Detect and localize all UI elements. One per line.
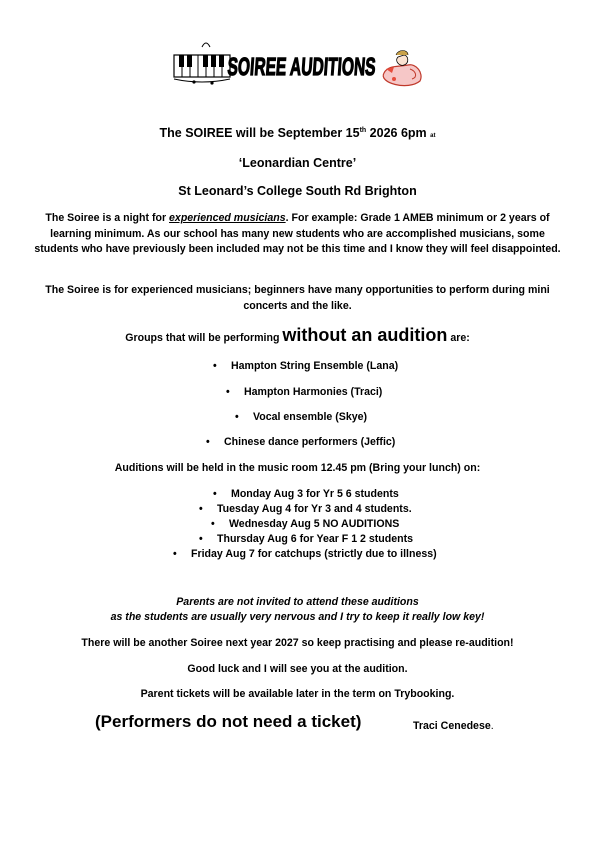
bullet-icon: • <box>226 386 230 398</box>
soiree-auditions-logo <box>172 33 467 91</box>
parents-note-line2: as the students are usually very nervous and I try to keep it really low key! <box>110 611 485 623</box>
intro-emphasis: experienced musicians <box>169 212 286 224</box>
list-item <box>199 503 412 515</box>
performers-ticket-note: (Performers do not need a ticket) <box>95 712 362 731</box>
group-name: Hampton String Ensemble (Lana) <box>231 360 399 372</box>
bullet-icon: • <box>199 503 203 515</box>
audition-day: Wednesday Aug 5 NO AUDITIONS <box>229 518 400 530</box>
list-item <box>199 533 413 545</box>
tickets-note: Parent tickets will be available later in the term on Trybooking. <box>140 688 455 700</box>
date-year-time: 2026 6pm <box>366 126 431 140</box>
bullet-icon: • <box>173 548 177 560</box>
signature-name: Traci Cenedese <box>413 720 491 732</box>
next-year-note: There will be another Soiree next year 2027 so keep practising and please re-audition! <box>81 637 514 649</box>
singer-figure-icon <box>383 51 421 86</box>
group-name: Vocal ensemble (Skye) <box>253 411 368 423</box>
list-item <box>213 488 399 500</box>
audition-day: Tuesday Aug 4 for Yr 3 and 4 students. <box>217 503 412 515</box>
bullet-icon: • <box>206 436 210 448</box>
groups-heading-emphasis: without an audition <box>282 325 448 345</box>
parents-note-line1: Parents are not invited to attend these auditions <box>176 596 419 608</box>
groups-heading <box>30 325 565 346</box>
audition-day: Thursday Aug 6 for Year F 1 2 students <box>217 533 414 545</box>
beginners-paragraph: The Soiree is for experienced musicians; beginners have many opportunities to perform during mini concerts and the like. <box>45 284 550 312</box>
at-word: at <box>430 133 436 139</box>
bullet-icon: • <box>235 411 239 423</box>
date-text: The SOIREE will be September 15 <box>159 126 360 140</box>
good-luck-note: Good luck and I will see you at the audition. <box>187 663 408 675</box>
venue-address: St Leonard’s College South Rd Brighton <box>178 184 417 198</box>
list-item <box>206 436 395 448</box>
event-date-line <box>30 126 565 140</box>
audition-day: Monday Aug 3 for Yr 5 6 students <box>231 488 399 500</box>
list-item <box>211 518 399 530</box>
piano-keys-icon <box>174 43 230 85</box>
signature <box>413 720 494 732</box>
intro-paragraph <box>30 211 565 258</box>
bullet-icon: • <box>213 360 217 372</box>
group-name: Chinese dance performers (Jeffic) <box>224 436 396 448</box>
list-item <box>173 548 437 560</box>
intro-text-b: . For example: Grade 1 AMEB minimum or 2 years of learning minimum. As our school has many new students who are accomplished musicians, some students who have previously been included may not be this time and I know they will feel disappointed. <box>34 212 561 255</box>
bullet-icon: • <box>211 518 215 530</box>
audition-day: Friday Aug 7 for catchups (strictly due to illness) <box>191 548 437 560</box>
banner-artwork <box>172 33 467 91</box>
list-item <box>213 360 398 372</box>
intro-text-a: The Soiree is a night for <box>45 212 170 224</box>
groups-heading-a: Groups that will be performing <box>125 332 283 344</box>
groups-heading-b: are: <box>447 332 470 344</box>
group-name: Hampton Harmonies (Traci) <box>244 386 383 398</box>
signature-dot: . <box>490 720 494 732</box>
auditions-heading: Auditions will be held in the music room 12.45 pm (Bring your lunch) on: <box>114 462 481 474</box>
venue-name: ‘Leonardian Centre’ <box>238 156 357 170</box>
svg-text:SOIREE AUDITIONS: SOIREE AUDITIONS <box>226 53 467 81</box>
bullet-icon: • <box>213 488 217 500</box>
bullet-icon: • <box>199 533 203 545</box>
list-item <box>235 411 367 423</box>
date-suffix: th <box>359 126 367 134</box>
list-item <box>226 386 382 398</box>
